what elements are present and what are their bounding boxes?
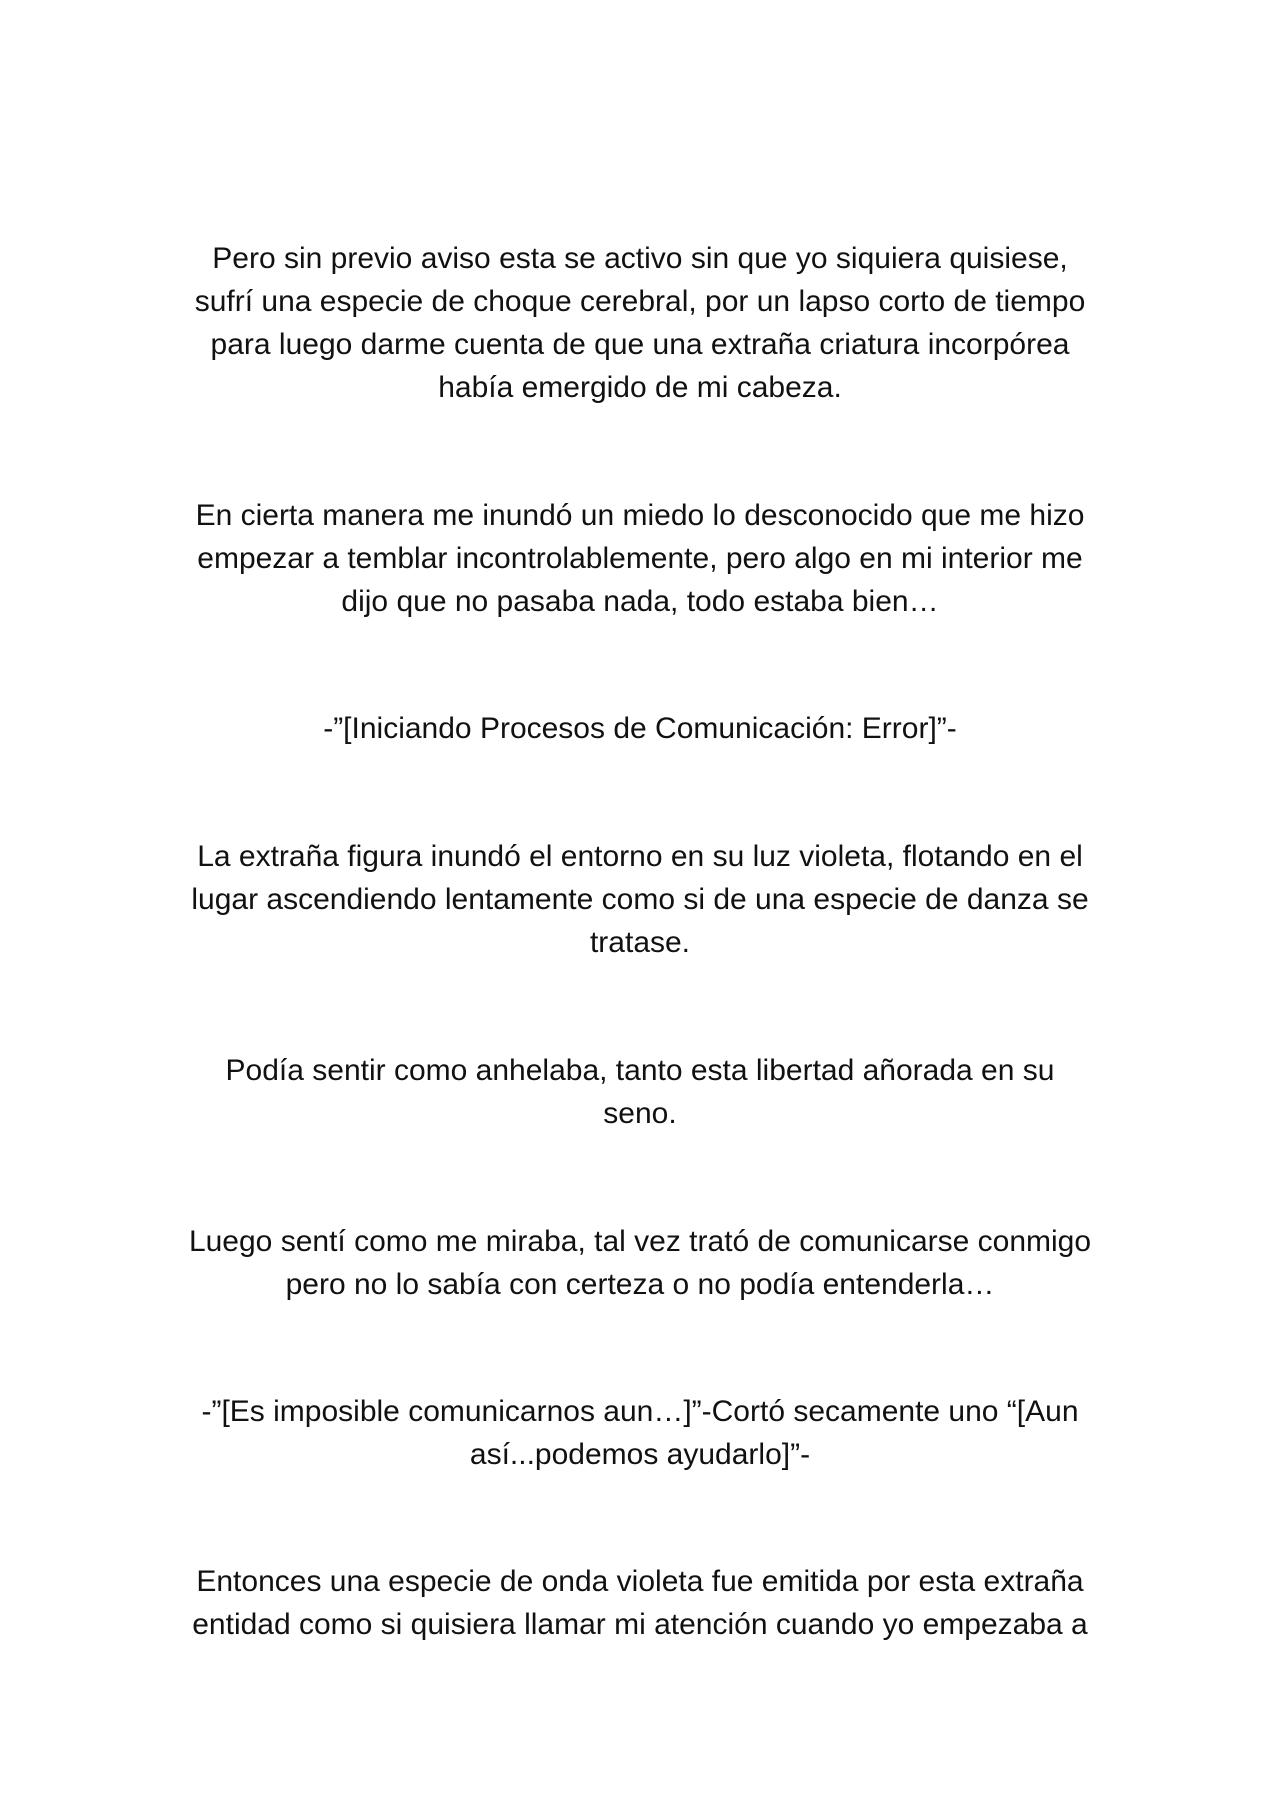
paragraph-7-dialogue: -”[Es imposible comunicarnos aun…]”-Cortó secamente uno “[Aun así...podemos ayudarlo]”- (201, 1395, 1079, 1471)
paragraph-2: En cierta manera me inundó un miedo lo desconocido que me hizo empezar a temblar incontrolablemente, pero algo en mi interior me dijo que no pasaba nada, todo estaba bien… (195, 499, 1085, 618)
paragraph-6: Luego sentí como me miraba, tal vez trató de comunicarse conmigo pero no lo sabía con certeza o no podía entenderla… (188, 1225, 1092, 1301)
paragraph-8: Entonces una especie de onda violeta fue emitida por esta extraña entidad como si quisiera llamar mi atención cuando yo empezaba a (192, 1565, 1088, 1641)
paragraph-5: Podía sentir como anhelaba, tanto esta libertad añorada en su seno. (225, 1054, 1055, 1130)
document-body (140, 237, 1140, 1646)
paragraph-3-dialogue: -”[Iniciando Procesos de Comunicación: Error]”- (323, 712, 957, 745)
paragraph-4: La extraña figura inundó el entorno en su luz violeta, flotando en el lugar ascendiendo lentamente como si de una especie de danza se tratase. (191, 840, 1089, 959)
paragraph-1: Pero sin previo aviso esta se activo sin que yo siquiera quisiese, sufrí una especie de choque cerebral, por un lapso corto de tiempo para luego darme cuenta de que una extraña criatura incorpórea había emergido de mi cabeza. (194, 242, 1086, 404)
